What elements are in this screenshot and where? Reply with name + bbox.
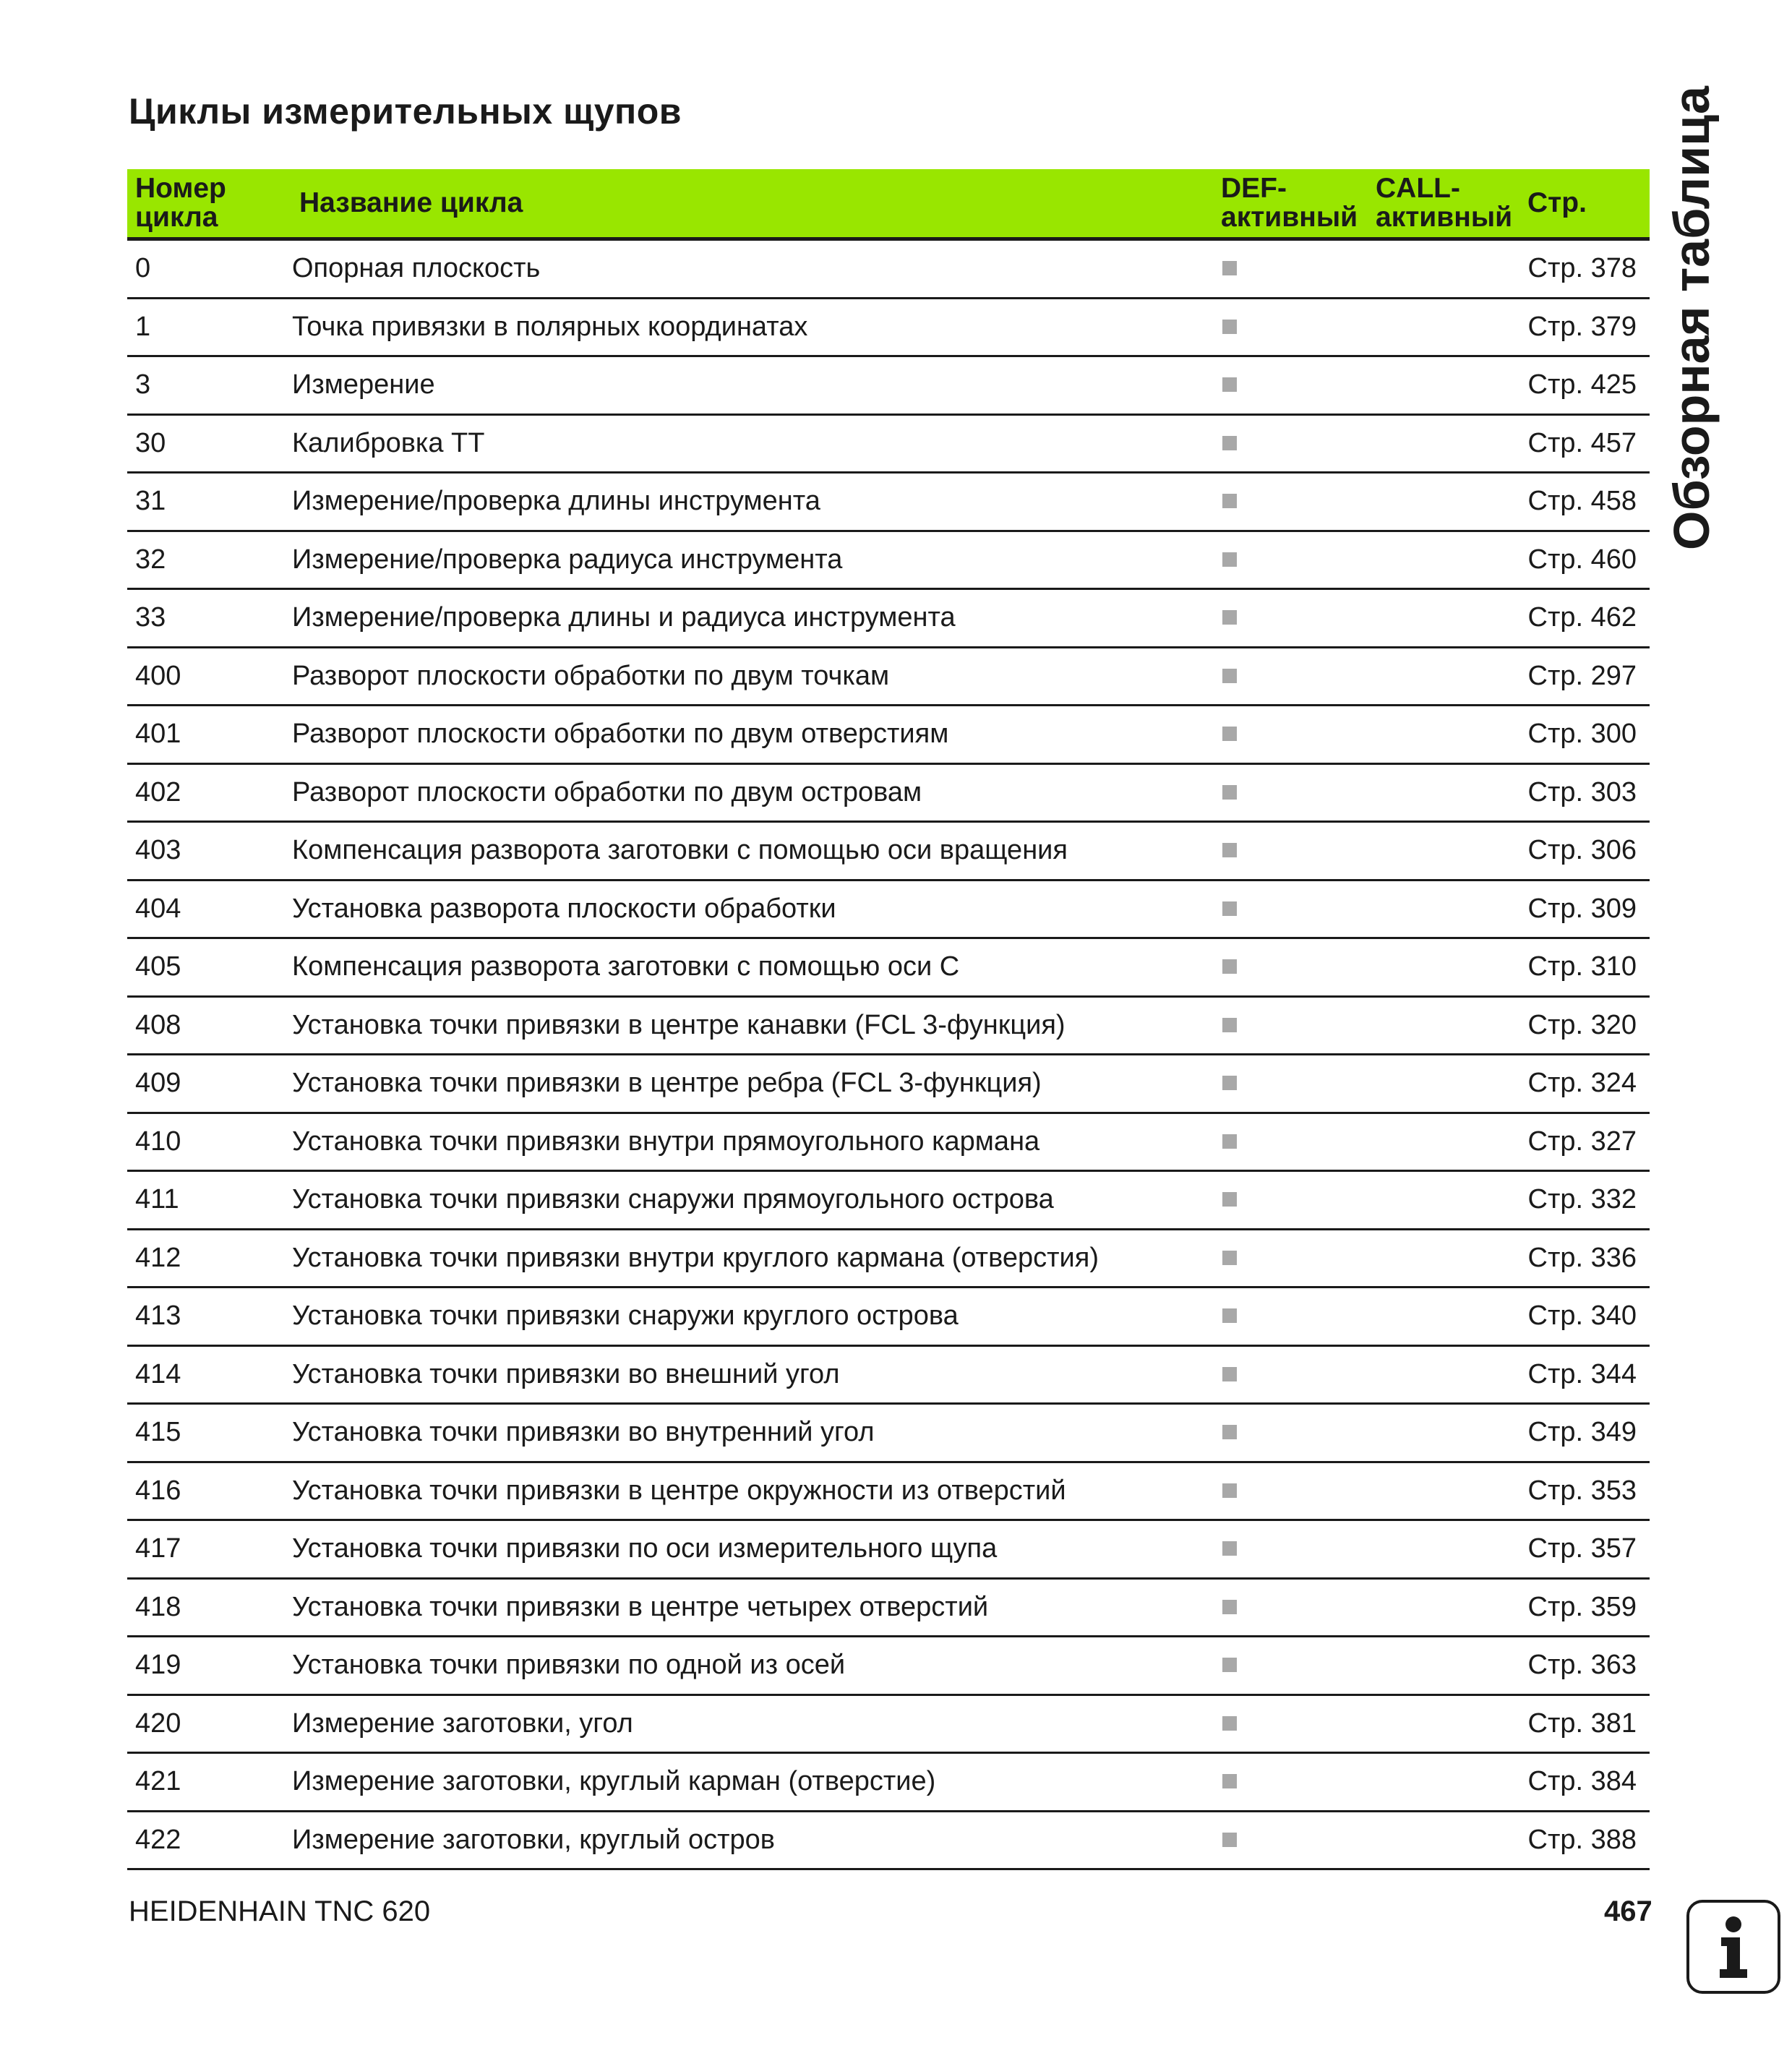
page-reference: Стр. 460 [1527, 544, 1637, 575]
page-reference: Стр. 332 [1527, 1184, 1637, 1214]
cycle-name: Разворот плоскости обработки по двум отверстиям [292, 719, 949, 749]
def-active-marker-icon [1222, 1833, 1237, 1847]
cycle-number: 404 [135, 893, 181, 924]
table-row [127, 648, 1650, 707]
def-active-marker-icon [1222, 785, 1237, 800]
cycle-number: 402 [135, 776, 181, 807]
cycle-number: 409 [135, 1068, 181, 1098]
cycle-name: Установка точки привязки в центре четырех отверстий [292, 1591, 989, 1622]
cycle-number: 32 [135, 544, 166, 575]
def-active-marker-icon [1222, 320, 1237, 334]
page-reference: Стр. 297 [1527, 660, 1637, 691]
cycle-number: 401 [135, 719, 181, 749]
def-active-marker-icon [1222, 1076, 1237, 1090]
page-reference: Стр. 336 [1527, 1242, 1637, 1273]
cycle-name: Установка точки привязки во внешний угол [292, 1358, 840, 1389]
cycle-number: 30 [135, 427, 166, 458]
header-cycle-name: Название цикла [299, 187, 523, 218]
cycle-name: Установка точки привязки в центре канавки (FCL 3-функция) [292, 1009, 1066, 1040]
table-row [127, 823, 1650, 881]
def-active-marker-icon [1222, 436, 1237, 450]
cycle-number: 412 [135, 1242, 181, 1273]
header-def-line2: активный [1221, 202, 1358, 233]
cycle-name: Установка точки привязки в центре ребра (FCL 3-функция) [292, 1068, 1042, 1098]
table-row [127, 706, 1650, 765]
cycle-name: Измерение заготовки, круглый остров [292, 1824, 775, 1855]
header-call-line2: активный [1376, 202, 1513, 233]
def-active-marker-icon [1222, 1018, 1237, 1032]
cycle-name: Измерение заготовки, угол [292, 1708, 633, 1739]
cycle-number: 405 [135, 951, 181, 982]
cycle-number: 414 [135, 1358, 181, 1389]
cycle-name: Установка разворота плоскости обработки [292, 893, 836, 924]
cycle-name: Установка точки привязки в центре окружности из отверстий [292, 1475, 1066, 1506]
def-active-marker-icon [1222, 1251, 1237, 1265]
table-row [127, 1754, 1650, 1812]
cycle-name: Измерение [292, 369, 435, 400]
def-active-marker-icon [1222, 1483, 1237, 1498]
page-reference: Стр. 378 [1527, 253, 1637, 283]
def-active-marker-icon [1222, 1308, 1237, 1323]
table-header [127, 169, 1650, 241]
cycle-number: 419 [135, 1650, 181, 1680]
table-row [127, 939, 1650, 998]
cycle-name: Измерение/проверка длины и радиуса инструмента [292, 602, 956, 633]
def-active-marker-icon [1222, 1367, 1237, 1381]
def-active-marker-icon [1222, 552, 1237, 567]
def-active-marker-icon [1222, 610, 1237, 625]
cycle-name: Разворот плоскости обработки по двум островам [292, 776, 922, 807]
info-icon [1686, 1900, 1780, 1994]
page-reference: Стр. 359 [1527, 1591, 1637, 1622]
table-row [127, 532, 1650, 591]
header-page: Стр. [1527, 187, 1587, 218]
table-row [127, 1696, 1650, 1754]
header-number-line1: Номер [135, 173, 226, 204]
table-row [127, 416, 1650, 474]
cycle-name: Компенсация разворота заготовки с помощью оси вращения [292, 835, 1068, 865]
cycle-number: 1 [135, 311, 151, 342]
cycle-name: Установка точки привязки во внутренний угол [292, 1417, 875, 1447]
page-reference: Стр. 357 [1527, 1533, 1637, 1564]
cycle-name: Калибровка TT [292, 427, 485, 458]
def-active-marker-icon [1222, 1541, 1237, 1556]
header-cycle-number [135, 169, 280, 237]
table-row [127, 1347, 1650, 1405]
page-reference: Стр. 384 [1527, 1766, 1637, 1796]
page-reference: Стр. 324 [1527, 1068, 1637, 1098]
table-row [127, 765, 1650, 823]
cycle-number: 421 [135, 1766, 181, 1796]
table-row [127, 357, 1650, 416]
cycle-number: 0 [135, 253, 151, 283]
cycle-number: 31 [135, 486, 166, 516]
cycle-number: 416 [135, 1475, 181, 1506]
table-row [127, 1812, 1650, 1871]
def-active-marker-icon [1222, 261, 1237, 275]
cycle-name: Установка точки привязки снаружи круглого острова [292, 1301, 959, 1331]
cycle-number: 415 [135, 1417, 181, 1447]
def-active-marker-icon [1222, 901, 1237, 916]
header-def-line1: DEF- [1221, 173, 1287, 204]
cycle-name: Опорная плоскость [292, 253, 541, 283]
table-row [127, 1288, 1650, 1347]
def-active-marker-icon [1222, 843, 1237, 857]
table-row [127, 474, 1650, 532]
cycle-name: Разворот плоскости обработки по двум точкам [292, 660, 890, 691]
page-reference: Стр. 462 [1527, 602, 1637, 633]
cycle-number: 33 [135, 602, 166, 633]
page-reference: Стр. 381 [1527, 1708, 1637, 1739]
cycle-name: Установка точки привязки снаружи прямоугольного острова [292, 1184, 1054, 1214]
def-active-marker-icon [1222, 1192, 1237, 1207]
table-body [127, 241, 1650, 1870]
cycle-number: 408 [135, 1009, 181, 1040]
table-row [127, 1172, 1650, 1230]
table-row [127, 1055, 1650, 1114]
cycle-name: Измерение/проверка радиуса инструмента [292, 544, 843, 575]
table-row [127, 1405, 1650, 1463]
info-glyph-icon [1689, 1903, 1778, 1991]
page-reference: Стр. 458 [1527, 486, 1637, 516]
def-active-marker-icon [1222, 1658, 1237, 1672]
table-row [127, 1463, 1650, 1522]
page-reference: Стр. 306 [1527, 835, 1637, 865]
page-reference: Стр. 327 [1527, 1126, 1637, 1157]
cycle-number: 3 [135, 369, 151, 400]
table-row [127, 1114, 1650, 1173]
def-active-marker-icon [1222, 1600, 1237, 1614]
header-number-line2: цикла [135, 202, 218, 233]
page-reference: Стр. 425 [1527, 369, 1637, 400]
page-reference: Стр. 457 [1527, 427, 1637, 458]
cycle-number: 413 [135, 1301, 181, 1331]
cycle-name: Установка точки привязки по оси измерительного щупа [292, 1533, 998, 1564]
def-active-marker-icon [1222, 494, 1237, 508]
cycle-number: 417 [135, 1533, 181, 1564]
def-active-marker-icon [1222, 377, 1237, 392]
page-reference: Стр. 353 [1527, 1475, 1637, 1506]
header-call-active [1376, 169, 1527, 237]
table-row [127, 299, 1650, 358]
table-row [127, 998, 1650, 1056]
table-row [127, 1637, 1650, 1696]
cycle-number: 418 [135, 1591, 181, 1622]
table-row [127, 1580, 1650, 1638]
cycle-name: Точка привязки в полярных координатах [292, 311, 808, 342]
cycle-number: 420 [135, 1708, 181, 1739]
header-call-line1: CALL- [1376, 173, 1460, 204]
table-row [127, 1521, 1650, 1580]
def-active-marker-icon [1222, 1716, 1237, 1731]
cycle-name: Установка точки привязки внутри прямоугольного кармана [292, 1126, 1040, 1157]
cycle-number: 411 [135, 1184, 179, 1214]
page-reference: Стр. 388 [1527, 1824, 1637, 1855]
table-row [127, 1230, 1650, 1289]
cycle-name: Компенсация разворота заготовки с помощью оси C [292, 951, 960, 982]
page-reference: Стр. 340 [1527, 1301, 1637, 1331]
page-reference: Стр. 379 [1527, 311, 1637, 342]
page-reference: Стр. 349 [1527, 1417, 1637, 1447]
cycle-name: Установка точки привязки внутри круглого кармана (отверстия) [292, 1242, 1099, 1273]
def-active-marker-icon [1222, 669, 1237, 683]
page-reference: Стр. 303 [1527, 776, 1637, 807]
cycle-number: 403 [135, 835, 181, 865]
page-reference: Стр. 310 [1527, 951, 1637, 982]
cycle-name: Измерение/проверка длины инструмента [292, 486, 820, 516]
cycle-name: Установка точки привязки по одной из осей [292, 1650, 846, 1680]
table-row [127, 241, 1650, 299]
cycle-number: 422 [135, 1824, 181, 1855]
page-reference: Стр. 363 [1527, 1650, 1637, 1680]
footer-product-name: HEIDENHAIN TNC 620 [129, 1895, 431, 1927]
def-active-marker-icon [1222, 1425, 1237, 1439]
cycle-name: Измерение заготовки, круглый карман (отверстие) [292, 1766, 936, 1796]
def-active-marker-icon [1222, 1134, 1237, 1149]
side-section-title: Обзорная таблица [1663, 86, 1720, 550]
def-active-marker-icon [1222, 959, 1237, 974]
page-reference: Стр. 309 [1527, 893, 1637, 924]
table-row [127, 881, 1650, 940]
page-number: 467 [1604, 1895, 1652, 1927]
def-active-marker-icon [1222, 1774, 1237, 1788]
cycle-number: 400 [135, 660, 181, 691]
page-title: Циклы измерительных щупов [129, 91, 682, 132]
header-def-active [1221, 169, 1373, 237]
def-active-marker-icon [1222, 727, 1237, 741]
cycles-table [127, 169, 1650, 1870]
page-reference: Стр. 300 [1527, 719, 1637, 749]
table-row [127, 590, 1650, 648]
page-reference: Стр. 320 [1527, 1009, 1637, 1040]
page-reference: Стр. 344 [1527, 1358, 1637, 1389]
cycle-number: 410 [135, 1126, 181, 1157]
